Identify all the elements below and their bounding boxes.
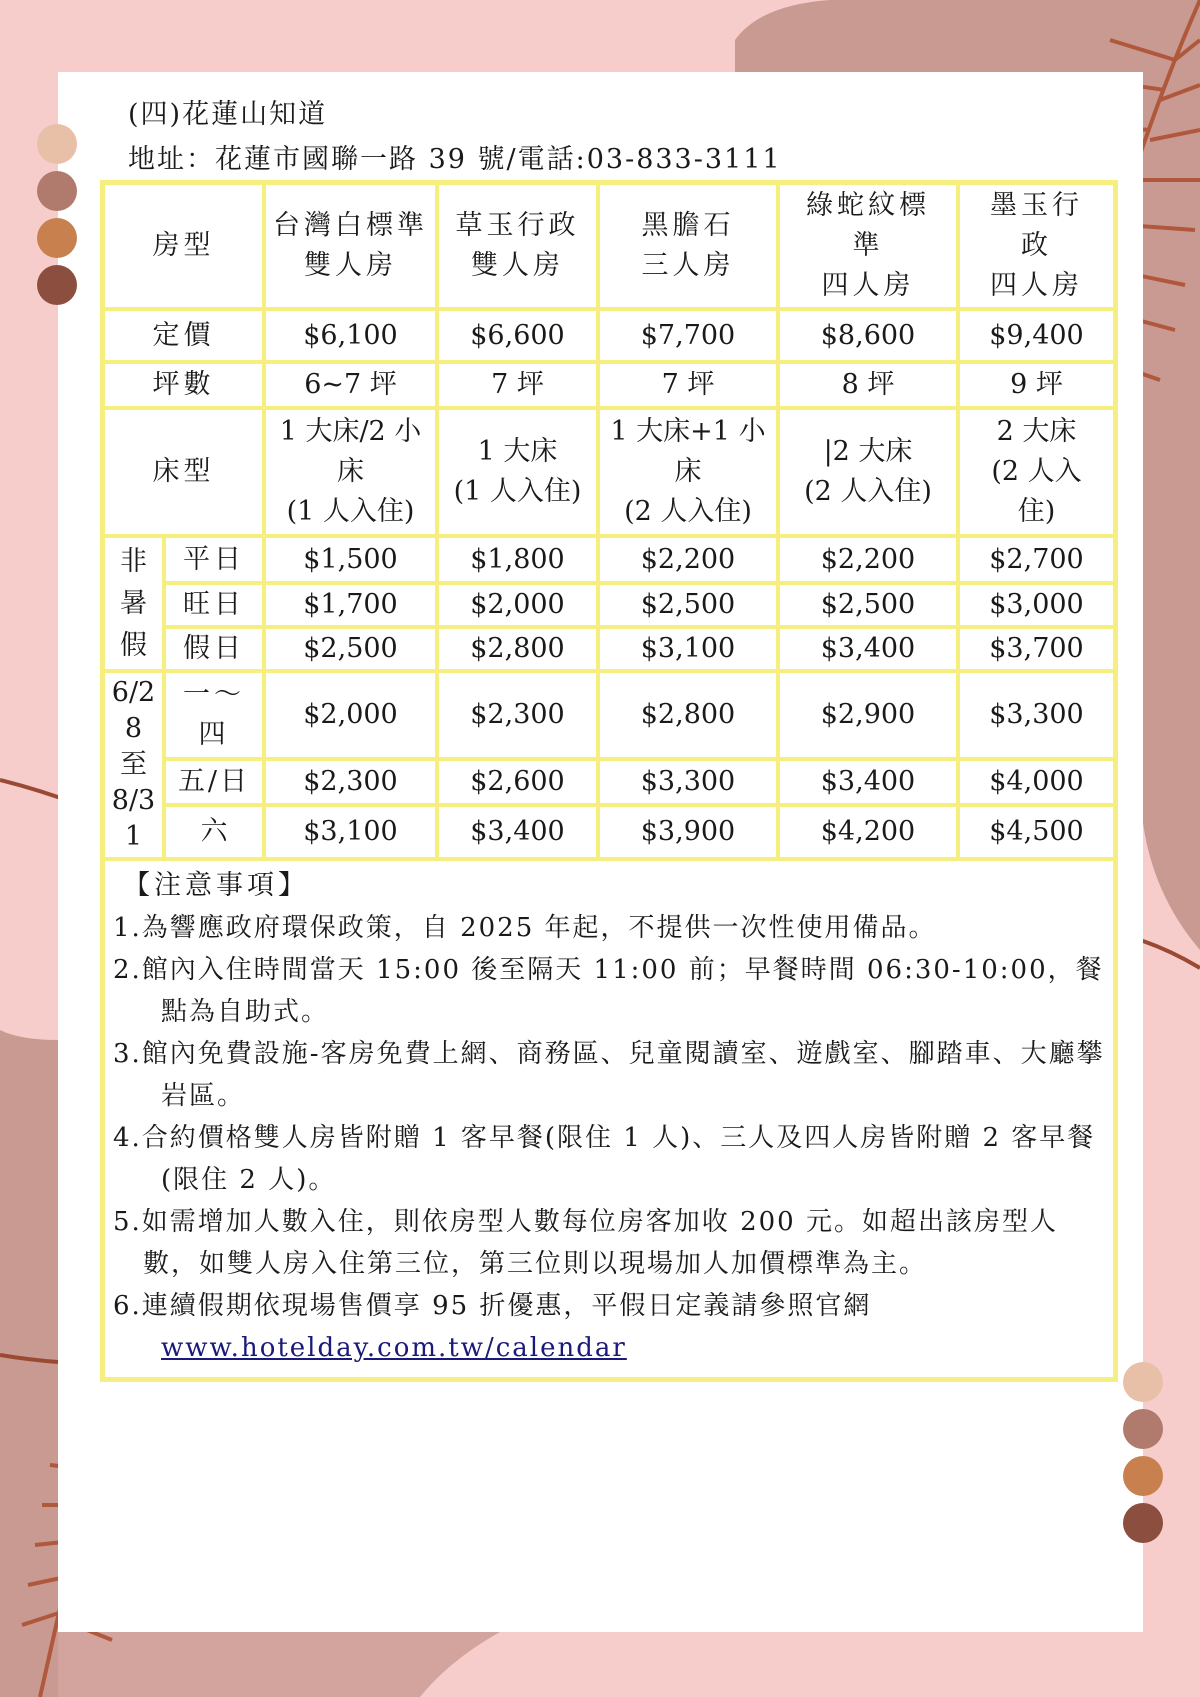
note-item: 2.館內入住時間當天 15:00 後至隔天 11:00 前；早餐時間 06:30-10:00，餐點為自助式。 [113,955,1104,1027]
bed-type-cell: 1 大床+1 小 床 (2 人入住) [598,408,778,536]
day-type-label: 五/日 [164,759,264,805]
bed-type-label: 床型 [103,408,264,536]
rate-cell: $4,200 [778,805,958,859]
rate-cell: $1,500 [264,536,437,583]
bed-type-cell: 1 大床/2 小 床 (1 人入住) [264,408,437,536]
size-cell: 7 坪 [598,362,778,408]
rate-cell: $2,300 [264,759,437,805]
room-type-cell: 黑膽石 三人房 [598,183,778,309]
rate-cell: $2,500 [778,583,958,627]
rate-cell: $2,000 [264,671,437,759]
document-content [100,90,1112,1382]
day-type-label: 平日 [164,536,264,583]
notes-row [103,859,1115,1379]
note-item: 1.為響應政府環保政策，自 2025 年起，不提供一次性使用備品。 [113,913,937,943]
bed-type-cell: 2 大床 (2 人入 住) [958,408,1115,536]
notes-section [103,859,1115,1379]
price-cell: $9,400 [958,309,1115,362]
table-row [103,536,1115,583]
rate-cell: $1,700 [264,583,437,627]
note-item-6 [113,1285,1105,1369]
rate-cell: $3,400 [778,759,958,805]
table-row [103,805,1115,859]
rate-cell: $2,500 [264,627,437,671]
table-row [103,759,1115,805]
room-type-cell: 台灣白標準 雙人房 [264,183,437,309]
day-type-label: 旺日 [164,583,264,627]
rate-cell: $3,100 [264,805,437,859]
rate-cell: $2,700 [958,536,1115,583]
rate-cell: $2,200 [778,536,958,583]
bed-type-cell: 1 大床 (1 人入住) [437,408,598,536]
day-type-label: 六 [164,805,264,859]
dot-4 [1123,1503,1163,1543]
color-dots-left [37,124,77,305]
day-type-label: 假日 [164,627,264,671]
rate-cell: $2,000 [437,583,598,627]
dot-2 [37,171,77,211]
rate-cell: $3,100 [598,627,778,671]
rate-cell: $2,300 [437,671,598,759]
dot-4 [37,265,77,305]
rate-cell: $4,000 [958,759,1115,805]
rate-cell: $3,900 [598,805,778,859]
note-item-6-text: 6.連續假期依現場售價享 95 折優惠，平假日定義請參照官網 [113,1291,872,1321]
rate-cell: $2,500 [598,583,778,627]
size-cell: 9 坪 [958,362,1115,408]
color-dots-right [1123,1362,1163,1543]
note-item: 4.合約價格雙人房皆附贈 1 客早餐(限住 1 人)、三人及四人房皆附贈 2 客早餐(限住 2 人)。 [113,1123,1096,1195]
price-cell: $6,600 [437,309,598,362]
rate-cell: $4,500 [958,805,1115,859]
table-row [103,583,1115,627]
notes-title: 【注意事項】 [123,870,309,901]
size-row [103,362,1115,408]
bed-type-cell: |2 大床 (2 人入住) [778,408,958,536]
size-label: 坪數 [103,362,264,408]
table-row [103,671,1115,759]
rate-cell: $3,300 [598,759,778,805]
list-price-row [103,309,1115,362]
hotel-name: (四)花蓮山知道 [128,99,328,130]
table-row [103,627,1115,671]
size-cell: 6~7 坪 [264,362,437,408]
day-type-label: 一～ 四 [164,671,264,759]
dot-3 [1123,1456,1163,1496]
room-type-cell: 墨玉行 政 四人房 [958,183,1115,309]
rate-cell: $2,800 [437,627,598,671]
price-cell: $7,700 [598,309,778,362]
rate-cell: $2,600 [437,759,598,805]
size-cell: 8 坪 [778,362,958,408]
rate-cell: $1,800 [437,536,598,583]
room-type-row [103,183,1115,309]
room-type-cell: 草玉行政 雙人房 [437,183,598,309]
summer-period-label: 6/2 8 至 8/3 1 [103,671,164,859]
rate-cell: $2,800 [598,671,778,759]
note-item: 3.館內免費設施-客房免費上網、商務區、兒童閱讀室、遊戲室、腳踏車、大廳攀岩區。 [113,1039,1105,1111]
dot-1 [1123,1362,1163,1402]
room-type-cell: 綠蛇紋標 準 四人房 [778,183,958,309]
dot-1 [37,124,77,164]
bed-type-row [103,408,1115,536]
calendar-link[interactable]: www.hotelday.com.tw/calendar [161,1333,627,1363]
rate-cell: $3,000 [958,583,1115,627]
off-season-label: 非 暑 假 [103,536,164,671]
note-item: 5.如需增加人數入住，則依房型人數每位房客加收 200 元。如超出該房型人數，如雙人房入住第三位，第三位則以現場加人加價標準為主。 [113,1207,1058,1279]
rate-cell: $3,400 [778,627,958,671]
room-type-label: 房型 [103,183,264,309]
list-price-label: 定價 [103,309,264,362]
rate-cell: $3,300 [958,671,1115,759]
rate-cell: $3,400 [437,805,598,859]
price-cell: $8,600 [778,309,958,362]
hotel-address: 地址：花蓮市國聯一路 39 號/電話:03-833-3111 [128,144,782,175]
rate-cell: $2,200 [598,536,778,583]
dot-3 [37,218,77,258]
size-cell: 7 坪 [437,362,598,408]
dot-2 [1123,1409,1163,1449]
rate-cell: $3,700 [958,627,1115,671]
rate-table [100,180,1118,1382]
price-cell: $6,100 [264,309,437,362]
rate-cell: $2,900 [778,671,958,759]
